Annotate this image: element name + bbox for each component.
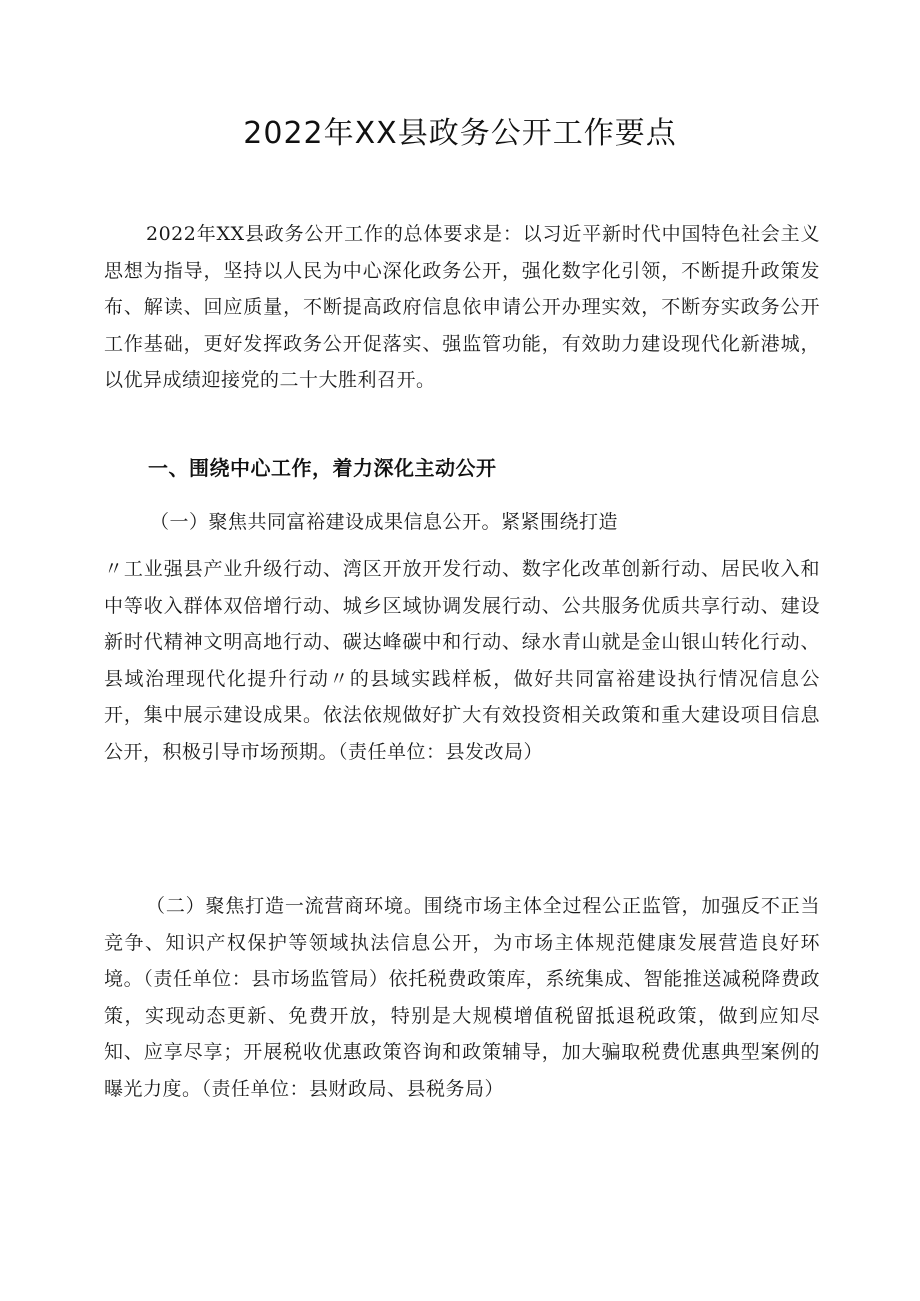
item1-lead-line: （一）聚焦共同富裕建设成果信息公开。紧紧围绕打造 (150, 511, 619, 533)
intro-paragraph: 2022年XX县政务公开工作的总体要求是：以习近平新时代中国特色社会主义思想为指导，坚持以人民为中心深化政务公开，强化数字化引领，不断提升政策发布、解读、回应质量，不断提高政府信息依申请公开办理实效，不断夯实政务公开工作基础，更好发挥政务公开促落实、强监管功能，有效助力建设现代化新港城，以优异成绩迎接党的二十大胜利召开。 (104, 223, 820, 392)
section-heading-1: 一、围绕中心工作，着力深化主动公开 (148, 456, 497, 480)
document-title: 2022年XX县政务公开工作要点 (243, 116, 677, 151)
item2-paragraph: （二）聚焦打造一流营商环境。围绕市场主体全过程公正监管，加强反不正当竞争、知识产权保护等领域执法信息公开，为市场主体规范健康发展营造良好环境。（责任单位：县市场监管局）依托税费政策库，系统集成、智能推送减税降费政策，实现动态更新、免费开放，特别是大规模增值税留抵退税政策，做到应知尽知、应享尽享；开展税收优惠政策咨询和政策辅导，加大骗取税费优惠典型案例的曝光力度。（责任单位：县财政局、县税务局） (104, 895, 820, 1100)
item1-body-paragraph: 〃工业强县产业升级行动、湾区开放开发行动、数字化改革创新行动、居民收入和中等收入群体双倍增行动、城乡区域协调发展行动、公共服务优质共享行动、建设新时代精神文明高地行动、碳达峰碳中和行动、绿水青山就是金山银山转化行动、县域治理现代化提升行动〃的县域实践样板，做好共同富裕建设执行情况信息公开，集中展示建设成果。依法依规做好扩大有效投资相关政策和重大建设项目信息公开，积极引导市场预期。（责任单位：县发改局） (104, 558, 820, 763)
